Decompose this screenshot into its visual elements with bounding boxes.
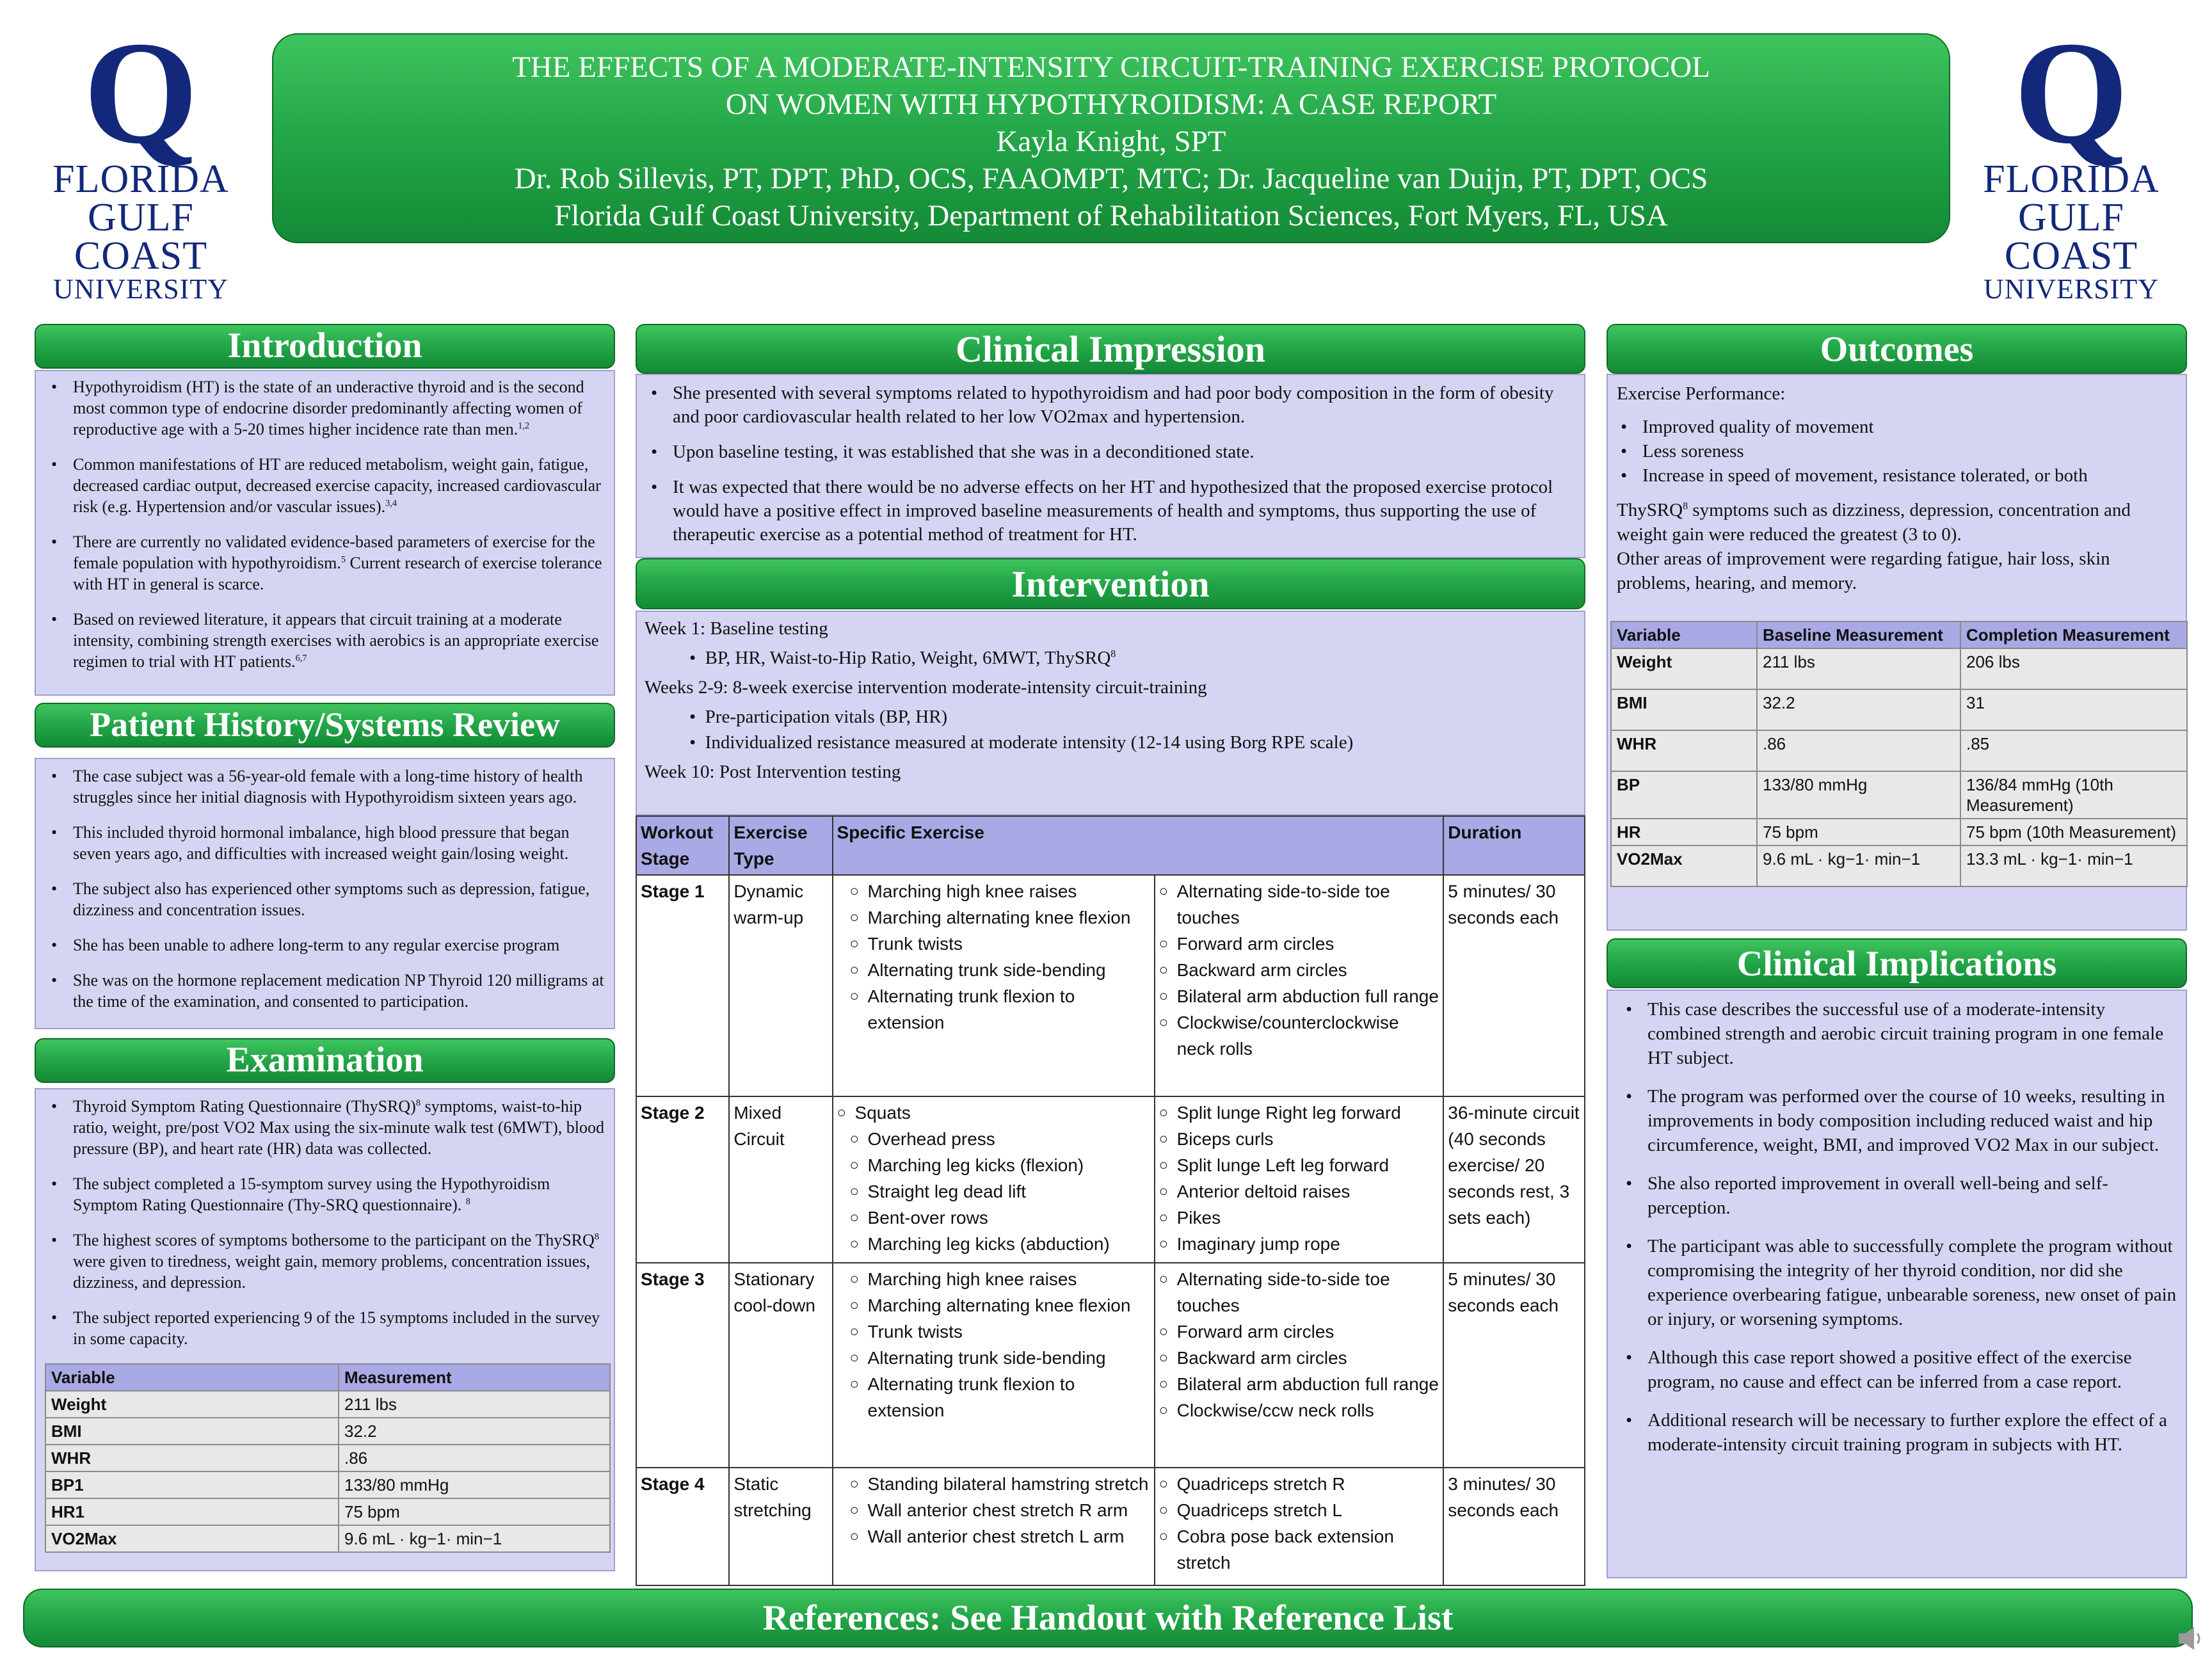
table-row: BMI 32.2	[45, 1418, 610, 1445]
advisors: Dr. Rob Sillevis, PT, DPT, PhD, OCS, FAAOMPT, MTC; Dr. Jacqueline van Duijn, PT, DPT, OCS	[514, 162, 1708, 195]
weeks2-9-label: Weeks 2-9: 8-week exercise intervention moderate-intensity circuit-training	[645, 677, 1207, 698]
table-header: Specific Exercise	[833, 816, 1444, 875]
fgcu-logo-right	[1956, 11, 2186, 305]
logo-line3: UNIVERSITY	[53, 273, 228, 305]
list-item: • The subject reported experiencing 9 of the 15 symptoms included in the survey in some capacity.	[73, 1307, 607, 1349]
list-item: • The subject completed a 15-symptom survey using the Hypothyroidism Symptom Rating Questionnaire (Thy-SRQ questionnaire). $^8$	[73, 1173, 607, 1215]
history-list	[42, 765, 607, 1012]
intervention-heading: Intervention	[636, 558, 1585, 609]
list-item: • Less soreness	[1642, 439, 2179, 463]
speaker-icon[interactable]	[2176, 1624, 2206, 1653]
table-header-row	[636, 816, 1585, 875]
table-row: BP1 133/80 mmHg	[45, 1471, 610, 1498]
title-line1: THE EFFECTS OF A MODERATE-INTENSITY CIRCUIT-TRAINING EXERCISE PROTOCOL	[512, 51, 1710, 84]
list-item: • Based on reviewed literature, it appears that circuit training at a moderate intensity, combining strength exercises with aerobics is an appropriate exercise regimen to trial with HT patients.$^{6,7}$	[73, 609, 607, 672]
list-item: • This case describes the successful use of a moderate-intensity combined strength and aerobic circuit training program in one female HT subject.	[1647, 997, 2177, 1070]
table-row: Stage 1 Dynamic warm-up ○ Marching high knee raises ○ Marching alternating knee flexion ○ Trunk twists ○ Alternating trunk side-bending ○ Alternating trunk flexion to extension ○ Alternating side-to-side toe touches ○ Forward arm circles ○ Backward arm circles ○ Bilateral arm abduction full range ○ Clockwise/counterclockwise neck rolls 5 minutes/ 30 seconds each	[636, 875, 1585, 1096]
list-item: • She presented with several symptoms related to hypothyroidism and had poor body composition in the form of obesity and poor cardiovascular health related to her low VO2max and hypertension.	[673, 381, 1575, 429]
examination-table	[45, 1363, 611, 1553]
examination-panel	[35, 1088, 615, 1571]
table-header: Exercise Type	[729, 816, 832, 875]
outcomes-heading: Outcomes	[1607, 324, 2187, 374]
table-row: Stage 3 Stationary cool-down ○ Marching high knee raises ○ Marching alternating knee flexion ○ Trunk twists ○ Alternating trunk side-bending ○ Alternating trunk flexion to extension ○ Alternating side-to-side toe touches ○ Forward arm circles ○ Backward arm circles ○ Bilateral arm abduction full range ○ Clockwise/ccw neck rolls 5 minutes/ 30 seconds each	[636, 1263, 1585, 1468]
list-item: • She was on the hormone replacement medication NP Thyroid 120 milligrams at the time of the examination, and consented to participation.	[73, 970, 607, 1012]
references-footer: References: See Handout with Reference List	[23, 1589, 2193, 1647]
weeks2-9-item: • Pre-participation vitals (BP, HR)	[689, 707, 948, 727]
list-item: • The subject also has experienced other symptoms such as depression, fatigue, dizziness and concentration issues.	[73, 878, 607, 920]
list-item: • The program was performed over the course of 10 weeks, resulting in improvements in body composition including reduced waist and hip circumference, weight, BMI, and improved VO2 Max in our subject.	[1647, 1084, 2177, 1157]
table-row: WHR .86 .85	[1611, 730, 2187, 771]
clinical-impression-panel	[636, 374, 1585, 558]
list-item: • Increase in speed of movement, resistance tolerated, or both	[1642, 463, 2179, 488]
list-item: • Upon baseline testing, it was established that she was in a deconditioned state.	[673, 440, 1575, 464]
list-item: • Additional research will be necessary to further explore the effect of a moderate-intensity circuit training program in subjects with HT.	[1647, 1408, 2177, 1457]
logo-line1: FLORIDA	[1983, 157, 2160, 201]
table-row: Stage 4 Static stretching ○ Standing bilateral hamstring stretch ○ Wall anterior chest stretch R arm ○ Wall anterior chest stretch L arm ○ Quadriceps stretch R ○ Quadriceps stretch L ○ Cobra pose back extension stretch 3 minutes/ 30 seconds each	[636, 1468, 1585, 1585]
clinical-impression-list	[642, 381, 1575, 547]
implications-panel	[1607, 990, 2187, 1578]
thysrq-summary: ThySRQ$^8$ symptoms such as dizziness, depression, concentration and weight gain were reduced the greatest (3 to 0).	[1617, 500, 2131, 545]
logo-q-mark: Q	[83, 11, 198, 174]
logo-line3: UNIVERSITY	[1984, 273, 2159, 305]
table-header-row	[1611, 621, 2187, 648]
table-header: Duration	[1443, 816, 1585, 875]
other-improvements: Other areas of improvement were regarding fatigue, hair loss, skin problems, hearing, and memory.	[1617, 549, 2110, 593]
table-header: Completion Measurement	[1960, 621, 2187, 648]
list-item: • She has been unable to adhere long-term to any regular exercise program	[73, 934, 607, 956]
table-row: BMI 32.2 31	[1611, 689, 2187, 730]
implications-heading: Clinical Implications	[1607, 938, 2187, 988]
table-header-row	[45, 1364, 610, 1391]
introduction-heading: Introduction	[35, 324, 615, 369]
affiliation: Florida Gulf Coast University, Department of Rehabilitation Sciences, Fort Myers, FL, USA	[554, 199, 1668, 232]
table-row: HR1 75 bpm	[45, 1498, 610, 1525]
exercise-table-wrap	[636, 815, 1585, 1586]
table-header: Variable	[1611, 621, 1757, 648]
performance-label: Exercise Performance:	[1617, 383, 1786, 404]
performance-list	[1617, 415, 2179, 488]
table-row: VO2Max 9.6 mL · kg−1· min−1 13.3 mL · kg−1· min−1	[1611, 846, 2187, 886]
outcomes-panel	[1607, 374, 2187, 931]
history-heading: Patient History/Systems Review	[35, 703, 615, 748]
author: Kayla Knight, SPT	[996, 125, 1226, 158]
table-row: VO2Max 9.6 mL · kg−1· min−1	[45, 1525, 610, 1552]
table-row: BP 133/80 mmHg 136/84 mmHg (10th Measurement)	[1611, 771, 2187, 819]
exercise-table	[636, 815, 1585, 1586]
list-item: • The highest scores of symptoms bothersome to the participant on the ThySRQ$^8$ were given to tiredness, weight gain, memory problems, concentration issues, dizziness, and depression.	[73, 1230, 607, 1293]
list-item: • She also reported improvement in overall well-being and self-perception.	[1647, 1171, 2177, 1220]
list-item: • Hypothyroidism (HT) is the state of an underactive thyroid and is the second most common type of endocrine disorder predominantly affecting women of reproductive age with a 5-20 times higher incidence rate than men.$^{1,2}$	[73, 376, 607, 440]
weeks2-9-item: • Individualized resistance measured at moderate intensity (12-14 using Borg RPE scale)	[689, 732, 1354, 753]
list-item: • Common manifestations of HT are reduced metabolism, weight gain, fatigue, decreased cardiac output, decreased exercise capacity, increased cardiovascular risk (e.g. Hypertension and/or vascular issues).$^{3,4}$	[73, 454, 607, 517]
examination-list	[42, 1096, 607, 1349]
logo-q-mark: Q	[2014, 11, 2129, 174]
table-row: Weight 211 lbs	[45, 1391, 610, 1418]
logo-line2: GULF COAST	[74, 196, 208, 278]
week1-label: Week 1: Baseline testing	[645, 618, 828, 639]
intervention-panel	[636, 611, 1585, 815]
title-line2: ON WOMEN WITH HYPOTHYROIDISM: A CASE REPORT	[725, 88, 1497, 121]
list-item: • Thyroid Symptom Rating Questionnaire (ThySRQ)$^8$ symptoms, waist-to-hip ratio, weight, pre/post VO2 Max using the six-minute walk test (6MWT), blood pressure (BP), and heart rate (HR) data was collected.	[73, 1096, 607, 1159]
fgcu-logo-left	[26, 11, 256, 305]
table-row: HR 75 bpm 75 bpm (10th Measurement)	[1611, 819, 2187, 846]
clinical-impression-heading: Clinical Impression	[636, 324, 1585, 374]
introduction-list	[42, 376, 607, 672]
table-row: Stage 2 Mixed Circuit ○ Squats ○ Overhead press ○ Marching leg kicks (flexion) ○ Straight leg dead lift ○ Bent-over rows ○ Marching leg kicks (abduction) ○ Split lunge Right leg forward ○ Biceps curls ○ Split lunge Left leg forward ○ Anterior deltoid raises ○ Pikes ○ Imaginary jump rope 36-minute circuit (40 seconds exercise/ 20 seconds rest, 3 sets each)	[636, 1096, 1585, 1263]
list-item: • Improved quality of movement	[1642, 415, 2179, 439]
logo-line2: GULF COAST	[2004, 196, 2138, 278]
week1-item: • BP, HR, Waist-to-Hip Ratio, Weight, 6MWT, ThySRQ$^8$	[689, 648, 1116, 668]
outcomes-table	[1610, 621, 2188, 887]
list-item: • The case subject was a 56-year-old female with a long-time history of health struggles since her initial diagnosis with Hypothyroidism sixteen years ago.	[73, 765, 607, 808]
implications-list	[1617, 997, 2177, 1457]
table-header: Variable	[45, 1364, 339, 1391]
history-panel	[35, 758, 615, 1029]
list-item: • The participant was able to successfully complete the program without compromising the integrity of her thyroid condition, nor did she experience overbearing fatigue, unbearable soreness, new onset of pain or injury, or worsening symptoms.	[1647, 1234, 2177, 1331]
logo-line1: FLORIDA	[52, 157, 229, 201]
table-row: Weight 211 lbs 206 lbs	[1611, 648, 2187, 689]
poster-header	[272, 33, 1950, 243]
table-header: Measurement	[339, 1364, 610, 1391]
list-item: • This included thyroid hormonal imbalance, high blood pressure that began seven years ago, and difficulties with increased weight gain/losing weight.	[73, 822, 607, 864]
examination-heading: Examination	[35, 1038, 615, 1083]
introduction-panel	[35, 370, 615, 696]
list-item: • There are currently no validated evidence-based parameters of exercise for the female population with hypothyroidism.$^5$ Current research of exercise tolerance with HT in general is scarce.	[73, 531, 607, 595]
week10-label: Week 10: Post Intervention testing	[645, 762, 901, 782]
table-header: Baseline Measurement	[1757, 621, 1960, 648]
table-header: Workout Stage	[636, 816, 729, 875]
list-item: • It was expected that there would be no adverse effects on her HT and hypothesized that the proposed exercise protocol would have a positive effect in improved baseline measurements of health and symptoms, thus supporting the use of therapeutic exercise as a potential method of treatment for HT.	[673, 476, 1575, 547]
table-row: WHR .86	[45, 1445, 610, 1471]
list-item: • Although this case report showed a positive effect of the exercise program, no cause and effect can be inferred from a case report.	[1647, 1345, 2177, 1394]
